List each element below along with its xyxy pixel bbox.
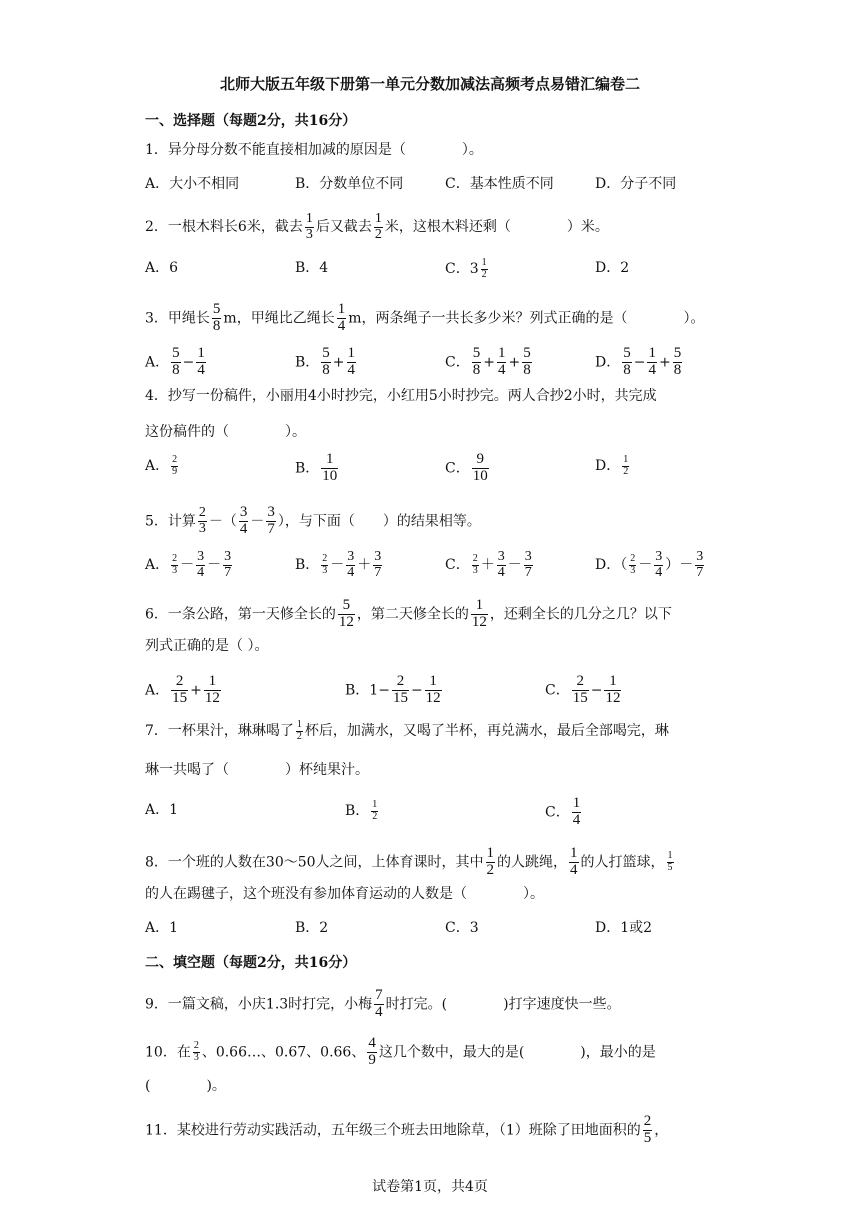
question-4-line2: 这份稿件的（ ）。: [145, 424, 306, 440]
q2-option-b[interactable]: B．4: [295, 260, 329, 276]
q2-option-c[interactable]: C．3 $\frac{1}{2}$: [445, 257, 487, 280]
q8-option-b[interactable]: B．2: [295, 920, 329, 936]
question-4-line1: 4．抄写一份稿件，小丽用4小时抄完，小红用5小时抄完。两人合抄2小时，共完成: [145, 388, 657, 404]
q2-text-c: 米，这根木料还剩（ ）米。: [384, 219, 609, 236]
fraction: $\frac{1}{2}$: [374, 211, 382, 242]
q2-text-b: 后又截去: [315, 219, 372, 236]
question-7-line1: 7．一杯果汁，琳琳喝了 $\frac{1}{2}$ 杯后，加满水，又喝了半杯，再兑满水，最后全部喝完，琳: [145, 719, 669, 742]
section-fill-heading: 二、填空题（每题2分，共16分）: [145, 955, 357, 971]
section-choice-heading: 一、选择题（每题2分，共16分）: [145, 113, 357, 129]
question-7-line2: 琳一共喝了（ ）杯纯果汁。: [145, 762, 369, 778]
q4-option-b[interactable]: B． $\frac{1}{10}$: [295, 451, 338, 484]
fraction: $\frac{1}{3}$: [305, 211, 313, 242]
question-10-line1: 10．在 $\frac{2}{3}$ 、0.66…、0.67、0.66、 $\frac{4}{9}$ 这几个数中，最大的是( )，最小的是: [145, 1035, 656, 1068]
question-6-line2: 列式正确的是（ ）。: [145, 638, 269, 654]
question-6-line1: 6．一条公路，第一天修全长的 $\frac{5}{12}$ ，第二天修全长的 $\frac{1}{12}$ ，还剩全长的几分之几？以下: [145, 597, 672, 630]
q3-option-d[interactable]: D． $\frac{5}{8}$ − $\frac{1}{4}$ + $\frac{5}{8}$: [595, 345, 682, 378]
q8-option-c[interactable]: C．3: [445, 920, 479, 936]
q8-option-d[interactable]: D．1或2: [595, 920, 653, 936]
page-title: 北师大版五年级下册第一单元分数加减法高频考点易错汇编卷二: [219, 75, 640, 93]
question-8-line1: 8．一个班的人数在30～50人之间，上体育课时，其中 $\frac{1}{2}$ 的人跳绳， $\frac{1}{4}$ 的人打篮球， $\frac{1}{5}$: [145, 845, 673, 878]
q7-option-a[interactable]: A．1: [145, 802, 179, 818]
q2-text-a: 2．一根木料长6米，截去: [145, 219, 303, 236]
q5-option-a[interactable]: A． $\frac{2}{3}$ － $\frac{3}{4}$ － $\frac{3}{7}$: [145, 549, 232, 580]
q5-option-b[interactable]: B． $\frac{2}{3}$ － $\frac{3}{4}$ ＋ $\frac{3}{7}$: [295, 549, 382, 580]
question-2: [145, 212, 609, 242]
q6-option-a[interactable]: A． $\frac{2}{15}$ + $\frac{1}{12}$: [145, 673, 220, 706]
fraction: $\frac{1}{4}$: [337, 301, 346, 334]
q1-option-c[interactable]: C．基本性质不同: [445, 176, 554, 192]
q2-option-d[interactable]: D．2: [595, 260, 630, 276]
q1-option-b[interactable]: B．分数单位不同: [295, 176, 404, 192]
q3-option-c[interactable]: C． $\frac{5}{8}$ + $\frac{1}{4}$ + $\frac{5}{8}$: [445, 345, 531, 378]
q4-option-a[interactable]: A． $\frac{2}{9}$: [145, 454, 178, 477]
q7-option-b[interactable]: B． $\frac{1}{2}$: [345, 799, 378, 822]
page-footer: 试卷第1页，共4页: [372, 1179, 488, 1195]
q5-option-d[interactable]: D．（ $\frac{2}{3}$ － $\frac{3}{4}$ ）－ $\frac{3}{7}$: [595, 549, 704, 580]
question-11: 11．某校进行劳动实践活动，五年级三个班去田地除草，（1）班除了田地面积的 $\frac{2}{5}$ ，: [145, 1113, 669, 1146]
q6-option-b[interactable]: B．1− $\frac{2}{15}$ − $\frac{1}{12}$: [345, 673, 441, 706]
fraction: $\frac{1}{2}$: [481, 257, 487, 280]
question-5: 5．计算 $\frac{2}{3}$ －（ $\frac{3}{4}$ － $\frac{3}{7}$ ），与下面（ ）的结果相等。: [145, 504, 481, 537]
q1-option-d[interactable]: D．分子不同: [595, 176, 677, 192]
q5-option-c[interactable]: C． $\frac{2}{3}$ ＋ $\frac{3}{4}$ － $\frac{3}{7}$: [445, 549, 532, 580]
q3-option-b[interactable]: B． $\frac{5}{8}$ + $\frac{1}{4}$: [295, 345, 356, 378]
question-8-line2: 的人在踢毽子，这个班没有参加体育运动的人数是（ ）。: [145, 886, 544, 902]
q4-option-c[interactable]: C． $\frac{9}{10}$: [445, 451, 488, 484]
q2-option-a[interactable]: A．6: [145, 260, 179, 276]
q8-option-a[interactable]: A．1: [145, 920, 179, 936]
q1-option-a[interactable]: A．大小不相同: [145, 176, 240, 192]
question-10-line2: ( )。: [145, 1078, 226, 1094]
question-3: 3．甲绳长 $\frac{5}{8}$ m，甲绳比乙绳长 $\frac{1}{4}$ m，两条绳子一共长多少米？列式正确的是（ ）。: [145, 301, 705, 334]
question-1: 1．异分母分数不能直接相加减的原因是（ ）。: [145, 142, 483, 158]
fraction: $\frac{5}{8}$: [212, 301, 221, 334]
q3-option-a[interactable]: A． $\frac{5}{8}$ − $\frac{1}{4}$: [145, 345, 205, 378]
q4-option-d[interactable]: D． $\frac{1}{2}$: [595, 454, 629, 477]
q7-option-c[interactable]: C． $\frac{1}{4}$: [545, 795, 581, 828]
q6-option-c[interactable]: C． $\frac{2}{15}$ − $\frac{1}{12}$: [545, 673, 621, 706]
question-9: 9．一篇文稿，小庆1.3时打完，小梅 $\frac{7}{4}$ 时打完。( )打字速度快一些。: [145, 987, 621, 1020]
